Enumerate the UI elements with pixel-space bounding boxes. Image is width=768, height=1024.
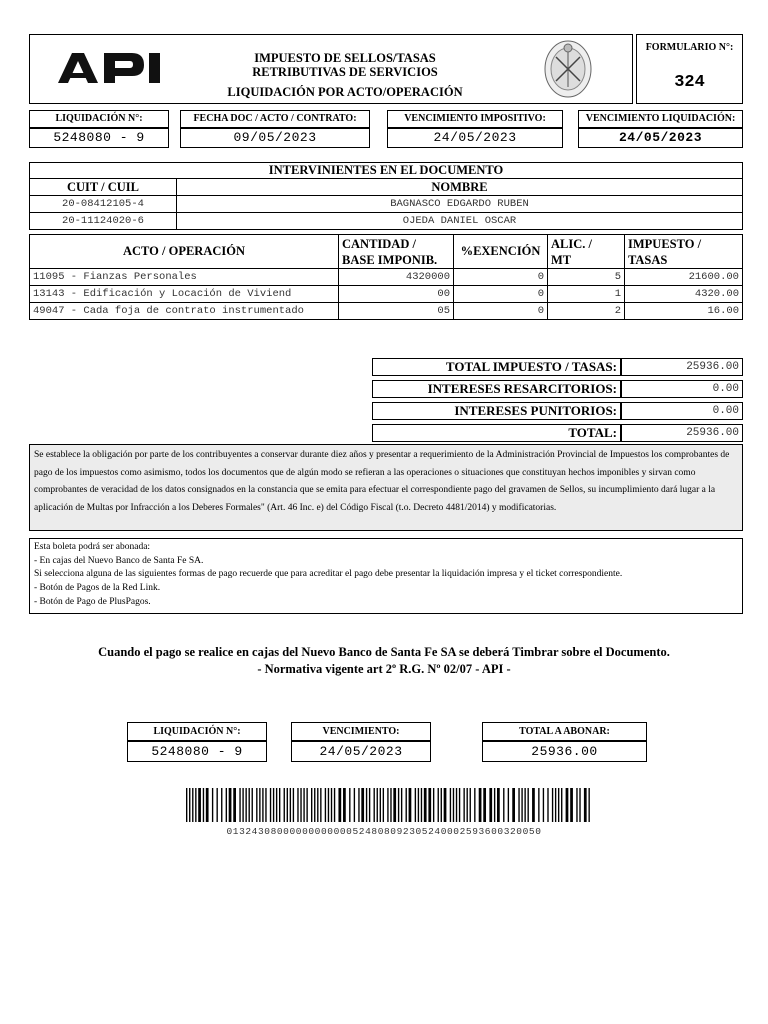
totals-table [372, 354, 743, 446]
barcode-bar [369, 788, 370, 822]
barcode-bar [276, 788, 277, 822]
cantidad-cell: 4320000 [339, 269, 454, 286]
venc-liq-label: VENCIMIENTO LIQUIDACIÓN: [585, 113, 736, 124]
col-impuesto-header [625, 235, 743, 269]
province-seal-icon [542, 39, 594, 101]
total-row [372, 358, 743, 376]
footer-total-value-box [482, 741, 647, 762]
table-row [30, 303, 743, 320]
barcode-bar [343, 788, 346, 822]
barcode-bar [290, 788, 291, 822]
barcode-bar [543, 788, 544, 822]
nombre-cell: OJEDA DANIEL OSCAR [177, 213, 743, 230]
barcode-bar [508, 788, 509, 822]
barcode-bar [421, 788, 422, 822]
intereses-punitorios-label: INTERESES PUNITORIOS: [372, 402, 621, 420]
barcode-bar [203, 788, 204, 822]
barcode-bar [354, 788, 355, 822]
exencion-cell: 0 [454, 269, 548, 286]
col-alic-line1: ALIC. / [551, 236, 592, 251]
barcode-bar [186, 788, 187, 822]
barcode-bar [470, 788, 471, 822]
barcode-bar [380, 788, 381, 822]
footer-liquidacion-value: 5248080 - 9 [151, 744, 243, 759]
col-cantidad-line2: BASE IMPONIB. [342, 252, 438, 267]
cuit-cell: 20-08412105-4 [30, 196, 177, 213]
venc-liq-label-box [578, 110, 743, 128]
barcode-bar [503, 788, 504, 822]
header-subtitle: LIQUIDACIÓN POR ACTO/OPERACIÓN [227, 85, 463, 99]
barcode-bar [489, 788, 492, 822]
barcode-bar [374, 788, 375, 822]
barcode-bar [325, 788, 326, 822]
barcode-bar [265, 788, 266, 822]
barcode-bar [358, 788, 359, 822]
header-title-line2: RETRIBUTIVAS DE SERVICIOS [252, 65, 438, 79]
barcode-bar [401, 788, 402, 822]
total-row [372, 424, 743, 442]
col-exencion-header: %EXENCIÓN [454, 235, 548, 269]
payment-line: - En cajas del Nuevo Banco de Santa Fe SA. [34, 555, 204, 566]
liquidacion-value-box [29, 128, 169, 148]
barcode-bar [415, 788, 416, 822]
barcode-bar [387, 788, 388, 822]
barcode-bar [588, 788, 589, 822]
barcode-bar [300, 788, 301, 822]
barcode-bar [497, 788, 500, 822]
barcode-bar [189, 788, 190, 822]
footer-vencimiento-value-box [291, 741, 431, 762]
barcode-bar [467, 788, 468, 822]
header-box [29, 34, 633, 104]
barcode-bar [226, 788, 227, 822]
liquidacion-label: LIQUIDACIÓN N°: [55, 113, 143, 124]
barcode-bar [547, 788, 548, 822]
barcode-bar [584, 788, 587, 822]
barcode-bar [561, 788, 562, 822]
acto-cell: 11095 - Fianzas Personales [30, 269, 339, 286]
col-impuesto-line1: IMPUESTO / [628, 236, 702, 251]
nombre-cell: BAGNASCO EDGARDO RUBEN [177, 196, 743, 213]
barcode-bar [494, 788, 495, 822]
total-label: TOTAL: [372, 424, 621, 442]
barcode-bar [252, 788, 253, 822]
barcode-bar [338, 788, 341, 822]
col-nombre-header: NOMBRE [177, 179, 743, 196]
barcode-bar [245, 788, 246, 822]
header-title-line1: IMPUESTO DE SELLOS/TASAS [254, 51, 436, 65]
payment-line: Si selecciona alguna de las siguientes formas de pago recuerde que para acreditar el pago debe presentar la liquidación impresa y el ticket correspondiente. [34, 569, 623, 580]
payment-line: - Botón de Pagos de la Red Link. [34, 583, 161, 594]
barcode-bar [450, 788, 451, 822]
exencion-cell: 0 [454, 286, 548, 303]
fecha-value-box [180, 128, 370, 148]
impuesto-cell: 4320.00 [625, 286, 743, 303]
barcode [186, 788, 590, 822]
barcode-bar [233, 788, 236, 822]
actos-table [29, 234, 743, 320]
barcode-bar [242, 788, 243, 822]
barcode-bar [216, 788, 217, 822]
barcode-bar [576, 788, 577, 822]
footer-liquidacion-label-box [127, 722, 267, 741]
acto-cell: 13143 - Edificación y Locación de Viviend [30, 286, 339, 303]
col-impuesto-line2: TASAS [628, 252, 668, 267]
barcode-bar [287, 788, 288, 822]
intereses-resarcitorios-value: 0.00 [621, 380, 743, 398]
fecha-label: FECHA DOC / ACTO / CONTRATO: [193, 113, 357, 124]
barcode-bar [192, 788, 193, 822]
venc-imp-value-box [387, 128, 563, 148]
venc-liq-value: 24/05/2023 [618, 130, 702, 145]
intereses-punitorios-value: 0.00 [621, 402, 743, 420]
barcode-bar [306, 788, 307, 822]
total-value: 25936.00 [621, 424, 743, 442]
barcode-bar [239, 788, 240, 822]
barcode-bar [552, 788, 553, 822]
barcode-bar [438, 788, 439, 822]
barcode-bar [521, 788, 522, 822]
barcode-bar [273, 788, 274, 822]
total-impuesto-label: TOTAL IMPUESTO / TASAS: [372, 358, 621, 376]
barcode-bar [377, 788, 378, 822]
barcode-bar [249, 788, 250, 822]
barcode-bar [262, 788, 263, 822]
barcode-icon [186, 788, 590, 822]
stamp-notice-line2: - Normativa vigente art 2º R.G. Nº 02/07 - API - [257, 662, 511, 676]
barcode-bar [317, 788, 318, 822]
barcode-bar [570, 788, 573, 822]
col-cantidad-header [339, 235, 454, 269]
barcode-bar [558, 788, 559, 822]
barcode-bar [538, 788, 539, 822]
barcode-bar [579, 788, 580, 822]
barcode-bar [483, 788, 486, 822]
barcode-bar [256, 788, 257, 822]
cantidad-cell: 00 [339, 286, 454, 303]
barcode-bar [270, 788, 271, 822]
col-cuit-header: CUIT / CUIL [30, 179, 177, 196]
acto-cell: 49047 - Cada foja de contrato instrumentado [30, 303, 339, 320]
barcode-bar [474, 788, 475, 822]
barcode-bar [314, 788, 315, 822]
barcode-bar [527, 788, 528, 822]
table-row [30, 286, 743, 303]
alic-cell: 5 [548, 269, 625, 286]
barcode-bar [331, 788, 332, 822]
barcode-bar [206, 788, 209, 822]
footer-total-label-box [482, 722, 647, 741]
barcode-bar [229, 788, 232, 822]
table-row [30, 213, 743, 230]
exencion-cell: 0 [454, 303, 548, 320]
barcode-bar [393, 788, 396, 822]
barcode-bar [409, 788, 412, 822]
barcode-bar [459, 788, 460, 822]
form-number-box [636, 34, 743, 104]
barcode-bar [293, 788, 294, 822]
barcode-bar [424, 788, 427, 822]
liquidacion-label-box [29, 110, 169, 128]
barcode-bar [297, 788, 298, 822]
form-number-label: FORMULARIO N°: [645, 42, 734, 53]
table-row [30, 269, 743, 286]
barcode-bar [361, 788, 364, 822]
barcode-bar [555, 788, 556, 822]
col-alic-line2: MT [551, 252, 572, 267]
barcode-bar [198, 788, 201, 822]
total-row [372, 402, 743, 420]
intervinientes-table [29, 162, 743, 230]
footer-vencimiento-label-box [291, 722, 431, 741]
barcode-bar [311, 788, 312, 822]
cantidad-cell: 05 [339, 303, 454, 320]
barcode-bar [418, 788, 419, 822]
total-row [372, 380, 743, 398]
barcode-bar [383, 788, 384, 822]
stamp-notice-line1: Cuando el pago se realice en cajas del Nuevo Banco de Santa Fe SA se deberá Timbrar sobre el Documento. [98, 645, 670, 659]
barcode-bar [518, 788, 519, 822]
barcode-bar [463, 788, 464, 822]
alic-cell: 1 [548, 286, 625, 303]
intervinientes-title: INTERVINIENTES EN EL DOCUMENTO [30, 163, 743, 179]
venc-imp-label: VENCIMIENTO IMPOSITIVO: [404, 113, 546, 124]
barcode-bar [512, 788, 515, 822]
footer-vencimiento-label: VENCIMIENTO: [322, 726, 400, 737]
barcode-bar [366, 788, 367, 822]
alic-cell: 2 [548, 303, 625, 320]
form-number-value: 324 [674, 73, 705, 92]
fecha-value: 09/05/2023 [233, 130, 317, 145]
intereses-resarcitorios-label: INTERESES RESARCITORIOS: [372, 380, 621, 398]
barcode-bar [349, 788, 350, 822]
barcode-bar [259, 788, 260, 822]
barcode-bar [444, 788, 447, 822]
impuesto-cell: 16.00 [625, 303, 743, 320]
legal-notice: Se establece la obligación por parte de los contribuyentes a conservar durante diez años y presentar a requerimiento de la Administración Provincial de Impuestos los comprobantes de pago de los impuestos como asimismo, todos los documentos que de algún modo se refieran a las operaciones o situaciones que constituyan hechos imponibles y sirvan como comprobantes de veracidad de los datos consignados en la constancia que se emita para efectuar el correspondiente pago del gravamen de Sellos, su incumplimiento dará lugar a la aplicación de Multas por Infracción a los Deberes Formales" (Art. 46 Inc. e) del Código Fiscal (t.o. Decreto 4481/2014) y modificatorias. [29, 444, 743, 531]
barcode-bar [441, 788, 442, 822]
barcode-bar [406, 788, 407, 822]
cuit-cell: 20-11124020-6 [30, 213, 177, 230]
venc-imp-value: 24/05/2023 [433, 130, 517, 145]
impuesto-cell: 21600.00 [625, 269, 743, 286]
table-row [30, 196, 743, 213]
barcode-bar [328, 788, 329, 822]
col-alic-header [548, 235, 625, 269]
barcode-bar [398, 788, 399, 822]
col-cantidad-line1: CANTIDAD / [342, 236, 416, 251]
barcode-bar [453, 788, 454, 822]
barcode-bar [532, 788, 535, 822]
barcode-bar [524, 788, 525, 822]
footer-total-label: TOTAL A ABONAR: [519, 726, 610, 737]
barcode-bar [320, 788, 321, 822]
payment-line: - Botón de Pago de PlusPagos. [34, 596, 151, 607]
barcode-bar [195, 788, 196, 822]
barcode-bar [428, 788, 431, 822]
barcode-bar [334, 788, 335, 822]
barcode-bar [566, 788, 569, 822]
payment-info [29, 538, 743, 614]
barcode-bar [433, 788, 434, 822]
fecha-label-box [180, 110, 370, 128]
footer-liquidacion-value-box [127, 741, 267, 762]
barcode-bar [456, 788, 457, 822]
barcode-bar [284, 788, 285, 822]
payment-line: Esta boleta podrá ser abonada: [34, 542, 151, 552]
footer-total-value: 25936.00 [531, 744, 598, 759]
barcode-bar [390, 788, 391, 822]
liquidacion-value: 5248080 - 9 [53, 130, 145, 145]
venc-imp-label-box [387, 110, 563, 128]
barcode-bar [221, 788, 222, 822]
barcode-bar [303, 788, 304, 822]
barcode-digits: 01324308000000000000524808092305240002593600320050 [226, 826, 542, 837]
barcode-bar [479, 788, 482, 822]
footer-liquidacion-label: LIQUIDACIÓN N°: [153, 726, 241, 737]
barcode-bar [279, 788, 280, 822]
footer-vencimiento-value: 24/05/2023 [319, 744, 403, 759]
api-logo [58, 49, 178, 89]
total-impuesto-value: 25936.00 [621, 358, 743, 376]
col-acto-header: ACTO / OPERACIÓN [30, 235, 339, 269]
barcode-bar [212, 788, 213, 822]
venc-liq-value-box [578, 128, 743, 148]
